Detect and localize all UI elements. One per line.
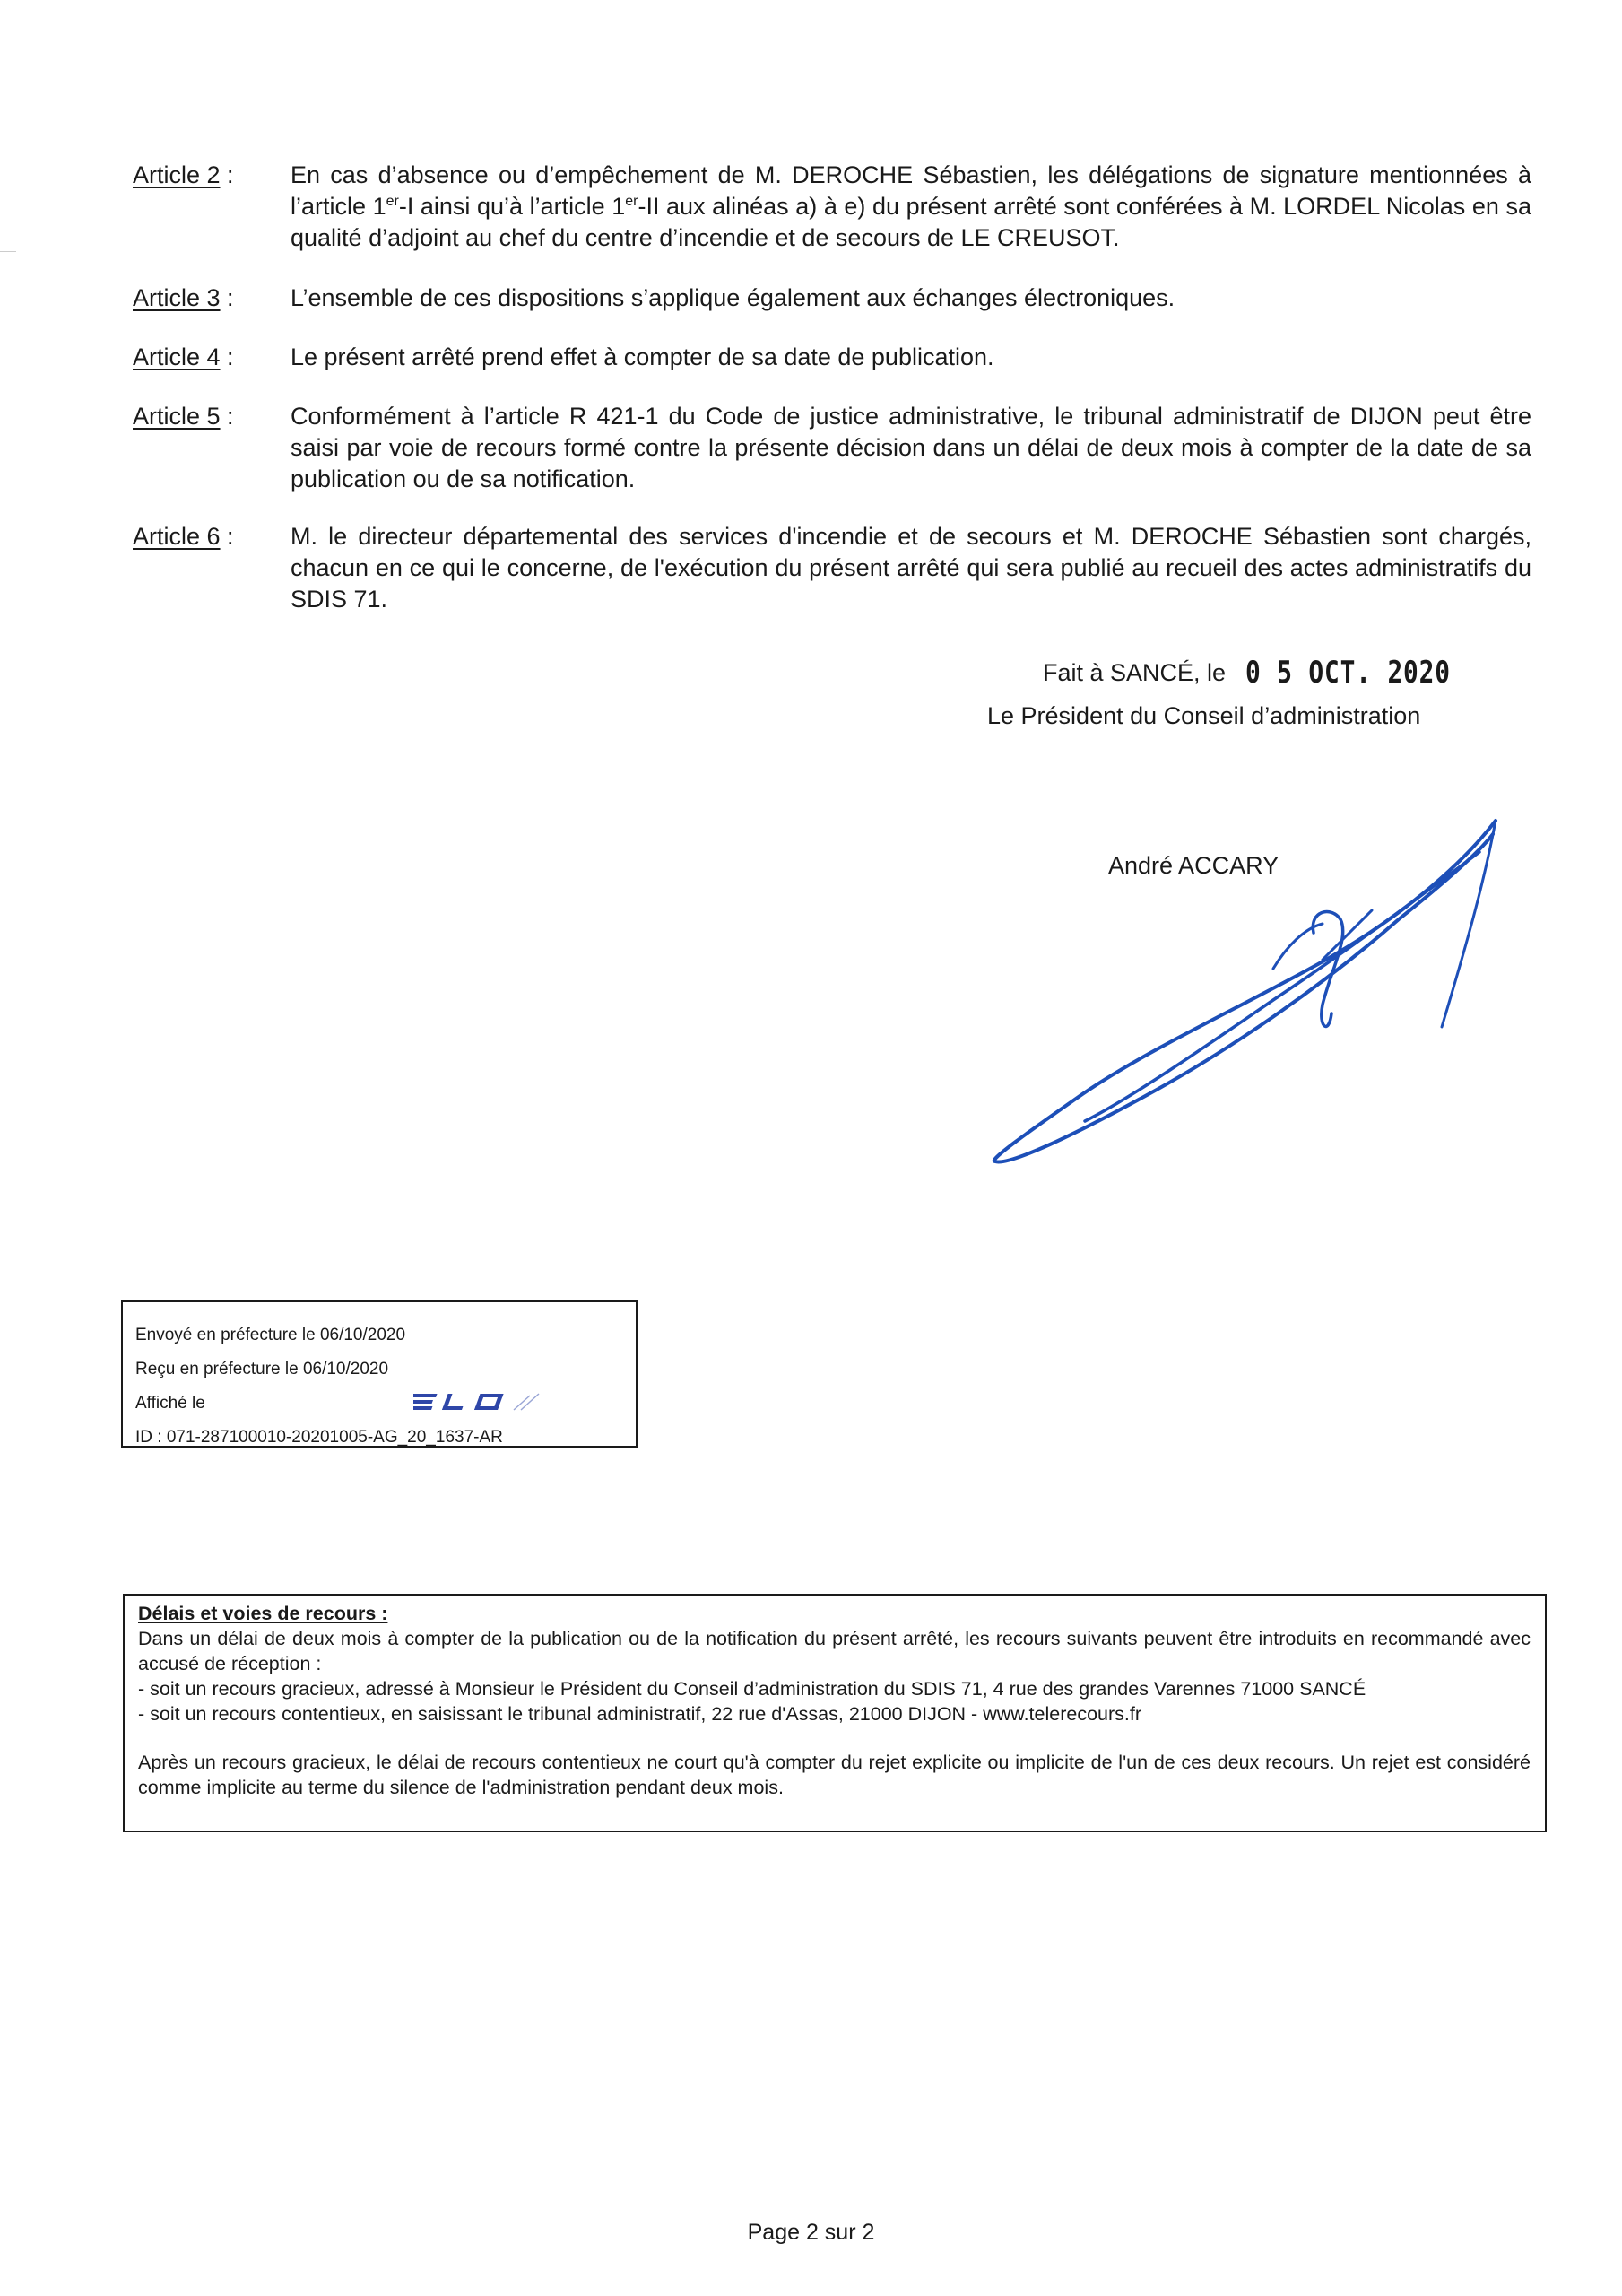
article-4 xyxy=(133,342,1531,373)
article-2 xyxy=(133,160,1531,254)
recours-item-contentieux: - soit un recours contentieux, en saisissant le tribunal administratif, 22 rue d'Assas, 21000 DIJON - www.telerecours.fr xyxy=(138,1703,1142,1725)
handwritten-signature xyxy=(977,812,1515,1188)
article-text: M. le directeur départemental des services d'incendie et de secours et M. DEROCHE Sébastien sont chargés, chacun en ce qui le concerne, de l'exécution du présent arrêté qui sera publié au recueil des actes administratifs du SDIS 71. xyxy=(291,523,1531,613)
posted-label: Affiché le xyxy=(135,1394,205,1413)
posted-line xyxy=(135,1387,623,1421)
recours-notice-box xyxy=(123,1594,1547,1832)
scan-margin-mark xyxy=(0,251,16,252)
received-line: Reçu en préfecture le 06/10/2020 xyxy=(135,1360,389,1378)
article-text: Le présent arrêté prend effet à compter de sa date de publication. xyxy=(291,344,994,370)
article-text: Conformément à l’article R 421-1 du Code de justice administrative, le tribunal administratif de DIJON peut être saisi par voie de recours formé contre la présente décision dans un délai de deux mois à compter de la date de sa publication ou de sa notification. xyxy=(291,403,1531,492)
recours-intro: Dans un délai de deux mois à compter de la publication ou de la notification du présent arrêté, les recours suivants peuvent être introduits en recommandé avec accusé de réception : xyxy=(138,1628,1531,1674)
article-label: Article 2 : xyxy=(133,161,234,188)
signer-name: André ACCARY xyxy=(1108,852,1279,879)
article-label: Article 6 : xyxy=(133,523,234,550)
date-stamp: 0 5 OCT. 2020 xyxy=(1245,655,1451,691)
signer-title: Le Président du Conseil d’administration xyxy=(987,702,1421,729)
place-text: Fait à SANCÉ, le xyxy=(1043,659,1227,686)
prefecture-transmission-box xyxy=(121,1300,638,1448)
signature-strokes xyxy=(994,821,1496,1161)
place-date-line xyxy=(1043,657,1496,689)
article-label: Article 3 : xyxy=(133,284,234,311)
sent-line: Envoyé en préfecture le 06/10/2020 xyxy=(135,1326,406,1344)
article-label: Article 4 : xyxy=(133,344,234,370)
article-text: En cas d’absence ou d’empêchement de M. DEROCHE Sébastien, les délégations de signature mentionnées à l’article 1er-I ainsi qu’à l’article 1er-II aux alinéas a) à e) du présent arrêté sont conférées à M. LORDEL Nicolas en sa qualité d’adjoint au chef du centre d’incendie et de secours de LE CREUSOT. xyxy=(291,161,1531,251)
page-number: Page 2 sur 2 xyxy=(747,2220,875,2245)
article-3 xyxy=(133,283,1531,314)
article-label: Article 5 : xyxy=(133,403,234,430)
article-5 xyxy=(133,401,1531,495)
spacer xyxy=(138,1726,1531,1750)
recours-item-gracieux: - soit un recours gracieux, adressé à Monsieur le Président du Conseil d’administration du SDIS 71, 4 rue des grandes Varennes 71000 SANCÉ xyxy=(138,1678,1366,1700)
acte-id-line: ID : 071-287100010-20201005-AG_20_1637-AR xyxy=(135,1428,503,1447)
slo-logo xyxy=(413,1390,548,1413)
recours-note: Après un recours gracieux, le délai de recours contentieux ne court qu'à compter du rejet explicite ou implicite de l'un de ces deux recours. Un rejet est considéré comme implicite au terme du silence de l'administration pendant deux mois. xyxy=(138,1752,1531,1798)
recours-title: Délais et voies de recours : xyxy=(138,1603,388,1624)
article-text: L’ensemble de ces dispositions s’applique également aux échanges électroniques. xyxy=(291,284,1175,311)
article-6 xyxy=(133,521,1531,615)
slo-logo-mark xyxy=(413,1394,504,1410)
